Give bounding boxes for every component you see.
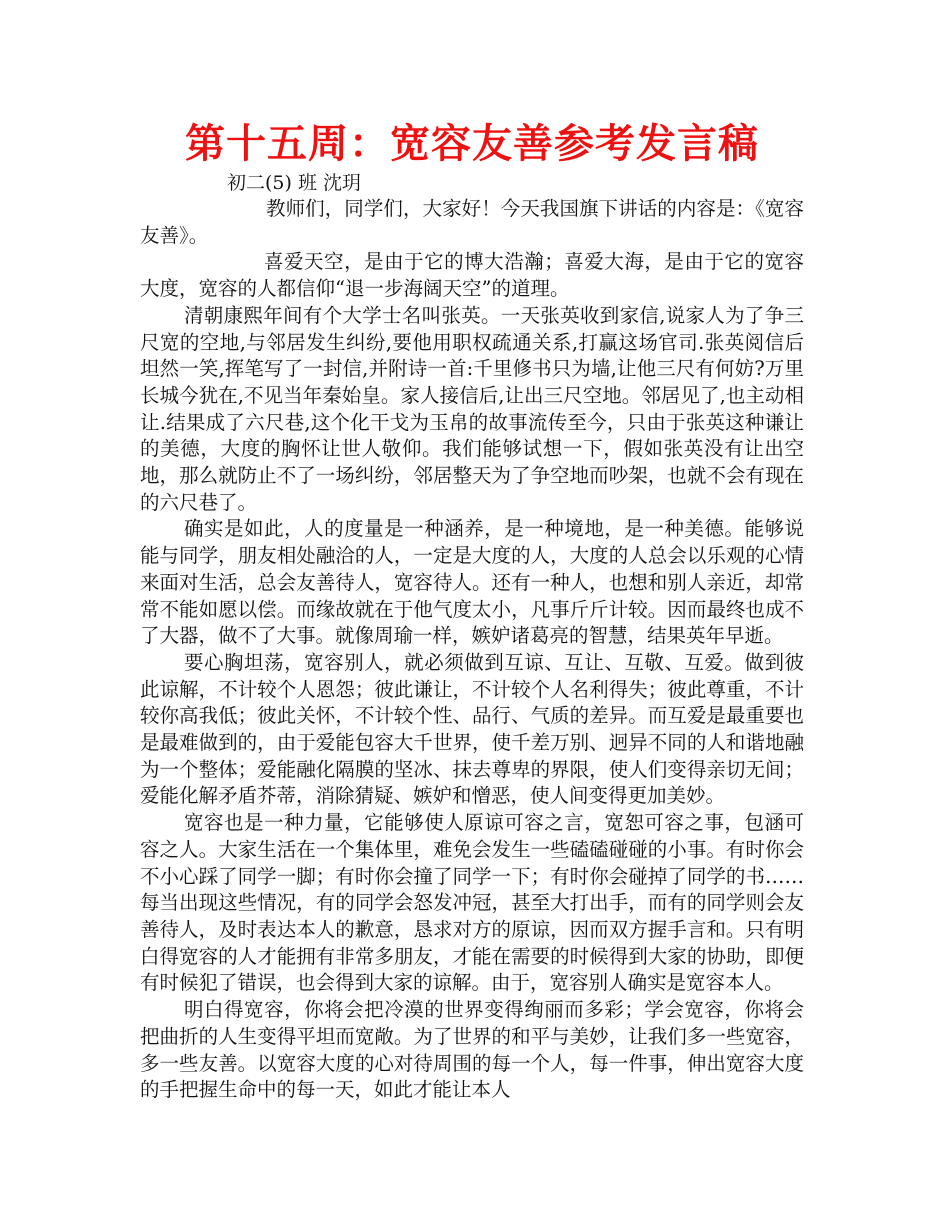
paragraph-conclusion: 明白得宽容，你将会把冷漠的世界变得绚丽而多彩；学会宽容，你将会把曲折的人生变得平坦而宽敞。为了世界的和平与美妙，让我们多一些宽容，多一些友善。以宽容大度的心对待周围的每一个人，每一件事，伸出宽容大度的手把握生命中的每一天，如此才能让本人 (140, 998, 804, 1102)
paragraph-tolerance-virtue: 确实是如此，人的度量是一种涵养，是一种境地，是一种美德。能够说能与同学，朋友相处融洽的人，一定是大度的人，大度的人总会以乐观的心情来面对生活，总会友善待人，宽容待人。还有一种人，也想和别人亲近，却常常不能如愿以偿。而缘故就在于他气度太小，凡事斤斤计较。因而最终也成不了大器，做不了大事。就像周瑜一样，嫉妒诸葛亮的智慧，结果英年早逝。 (140, 517, 804, 648)
author-line: 初二(5) 班 沈玥 (227, 172, 361, 194)
paragraph-greeting: 教师们，同学们，大家好！今天我国旗下讲话的内容是：《宽容友善》。 (140, 197, 804, 247)
paragraph-mutual-respect: 要心胸坦荡，宽容别人，就必须做到互谅、互让、互敬、互爱。做到彼此谅解，不计较个人恩怨；彼此谦让，不计较个人名利得失；彼此尊重，不计较你高我低；彼此关怀，不计较个性、品行、气质的差异。而互爱是最重要也是最难做到的，由于爱能包容大千世界，使千差万别、迥异不同的人和谐地融为一个整体；爱能融化隔膜的坚冰、抹去尊卑的界限，使人们变得亲切无间；爱能化解矛盾芥蒂，消除猜疑、嫉妒和憎恶，使人间变得更加美妙。 (140, 650, 804, 808)
document-title: 第十五周：宽容友善参考发言稿 (185, 121, 759, 167)
document-page (140, 118, 804, 1104)
paragraph-zhang-ying-story: 清朝康熙年间有个大学士名叫张英。一天张英收到家信,说家人为了争三尺宽的空地,与邻居发生纠纷,要他用职权疏通关系,打赢这场官司.张英阅信后坦然一笑,挥笔写了一封信,并附诗一首:千里修书只为墙,让他三尺有何妨?万里长城今犹在,不见当年秦始皇。家人接信后,让出三尺空地。邻居见了,也主动相让.结果成了六尺巷,这个化干戈为玉帛的故事流传至今，只由于张英这种谦让的美德，大度的胸怀让世人敬仰。我们能够试想一下，假如张英没有让出空地，那么就防止不了一场纠纷，邻居整天为了争空地而吵架，也就不会有现在的六尺巷了。 (140, 303, 804, 514)
paragraph-tolerance-power: 宽容也是一种力量，它能够使人原谅可容之言，宽恕可容之事，包涵可容之人。大家生活在一个集体里，难免会发生一些磕磕碰碰的小事。有时你会不小心踩了同学一脚；有时你会撞了同学一下；有时你会碰掉了同学的书……每当出现这些情况，有的同学会怒发冲冠，甚至大打出手，而有的同学则会友善待人，及时表达本人的歉意，恳求对方的原谅，因而双方握手言和。只有明白得宽容的人才能拥有非常多朋友，才能在需要的时候得到大家的协助，即便有时候犯了错误，也会得到大家的谅解。由于，宽容别人确实是宽容本人。 (140, 811, 804, 995)
paragraph-sky-sea: 喜爱天空，是由于它的博大浩瀚；喜爱大海，是由于它的宽容大度，宽容的人都信仰“退一步海阔天空”的道理。 (140, 250, 804, 301)
